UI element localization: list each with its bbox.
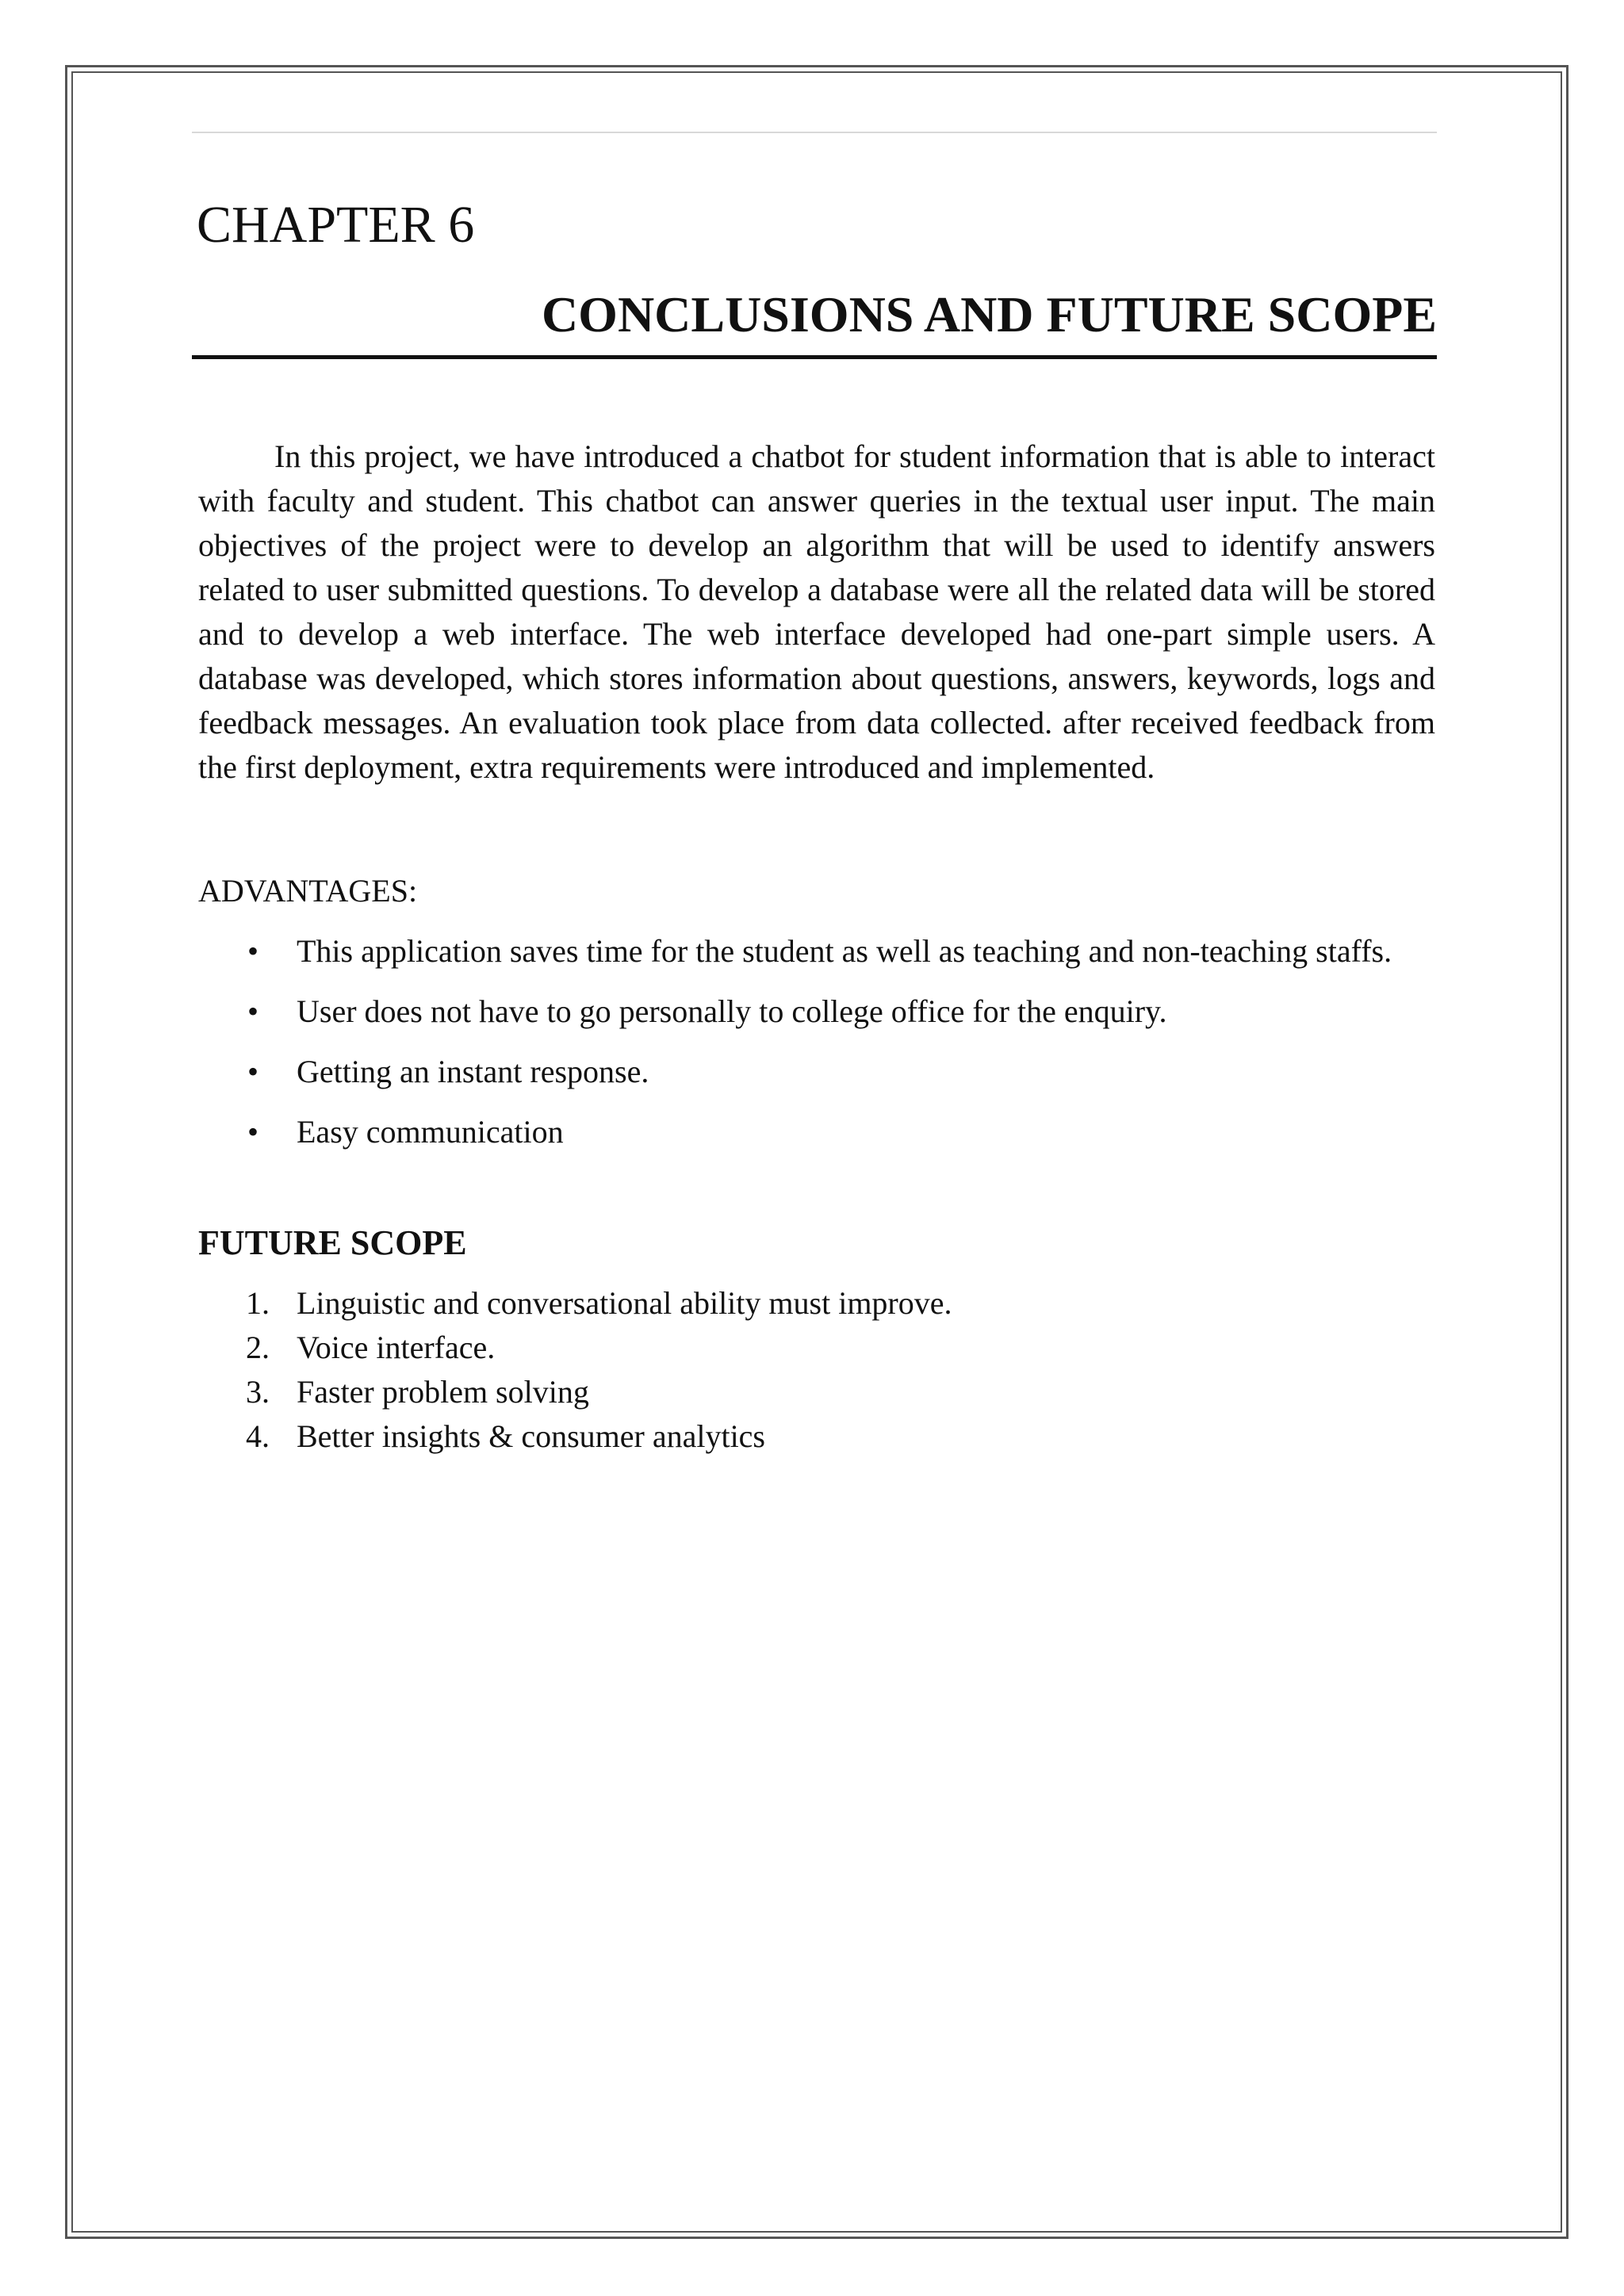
bullet-icon: • bbox=[247, 933, 259, 969]
list-item bbox=[247, 1110, 1435, 1154]
list-item-text: Easy communication bbox=[297, 1114, 564, 1150]
future-scope-heading: FUTURE SCOPE bbox=[198, 1223, 467, 1262]
list-item bbox=[246, 1281, 1435, 1326]
list-item bbox=[246, 1414, 1435, 1459]
title-underline-rule bbox=[192, 355, 1437, 359]
list-item-text: Linguistic and conversational ability must improve. bbox=[297, 1285, 952, 1321]
future-scope-list bbox=[198, 1281, 1435, 1459]
list-number: 1. bbox=[246, 1285, 270, 1321]
list-number: 4. bbox=[246, 1418, 270, 1454]
chapter-label: CHAPTER 6 bbox=[197, 196, 475, 254]
list-item-text: Faster problem solving bbox=[297, 1374, 589, 1410]
list-item bbox=[247, 929, 1435, 974]
chapter-title: CONCLUSIONS AND FUTURE SCOPE bbox=[541, 286, 1437, 342]
document-body bbox=[198, 434, 1435, 1459]
list-item bbox=[247, 1050, 1435, 1094]
header-rule bbox=[192, 132, 1437, 133]
list-item bbox=[246, 1326, 1435, 1370]
advantages-heading: ADVANTAGES: bbox=[198, 873, 418, 909]
list-item bbox=[247, 989, 1435, 1034]
list-number: 3. bbox=[246, 1374, 270, 1410]
list-item bbox=[246, 1370, 1435, 1414]
advantages-list bbox=[198, 929, 1435, 1154]
list-item-text: Getting an instant response. bbox=[297, 1054, 649, 1089]
list-number: 2. bbox=[246, 1330, 270, 1365]
bullet-icon: • bbox=[247, 1054, 259, 1089]
intro-paragraph: In this project, we have introduced a chatbot for student information that is able to interact with faculty and student. This chatbot can answer queries in the textual user input. The main objectives of the project were to develop an algorithm that will be used to identify answers related to user submitted questions. To develop a database were all the related data will be stored and to develop a web interface. The web interface developed had one-part simple users. A database was developed, which stores information about questions, answers, keywords, logs and feedback messages. An evaluation took place from data collected. after received feedback from the first deployment, extra requirements were introduced and implemented. bbox=[198, 438, 1435, 785]
list-item-text: User does not have to go personally to college office for the enquiry. bbox=[297, 993, 1167, 1029]
list-item-text: This application saves time for the student as well as teaching and non-teaching staffs. bbox=[297, 933, 1392, 969]
list-item-text: Voice interface. bbox=[297, 1330, 496, 1365]
bullet-icon: • bbox=[247, 1114, 259, 1150]
list-item-text: Better insights & consumer analytics bbox=[297, 1418, 765, 1454]
bullet-icon: • bbox=[247, 993, 259, 1029]
